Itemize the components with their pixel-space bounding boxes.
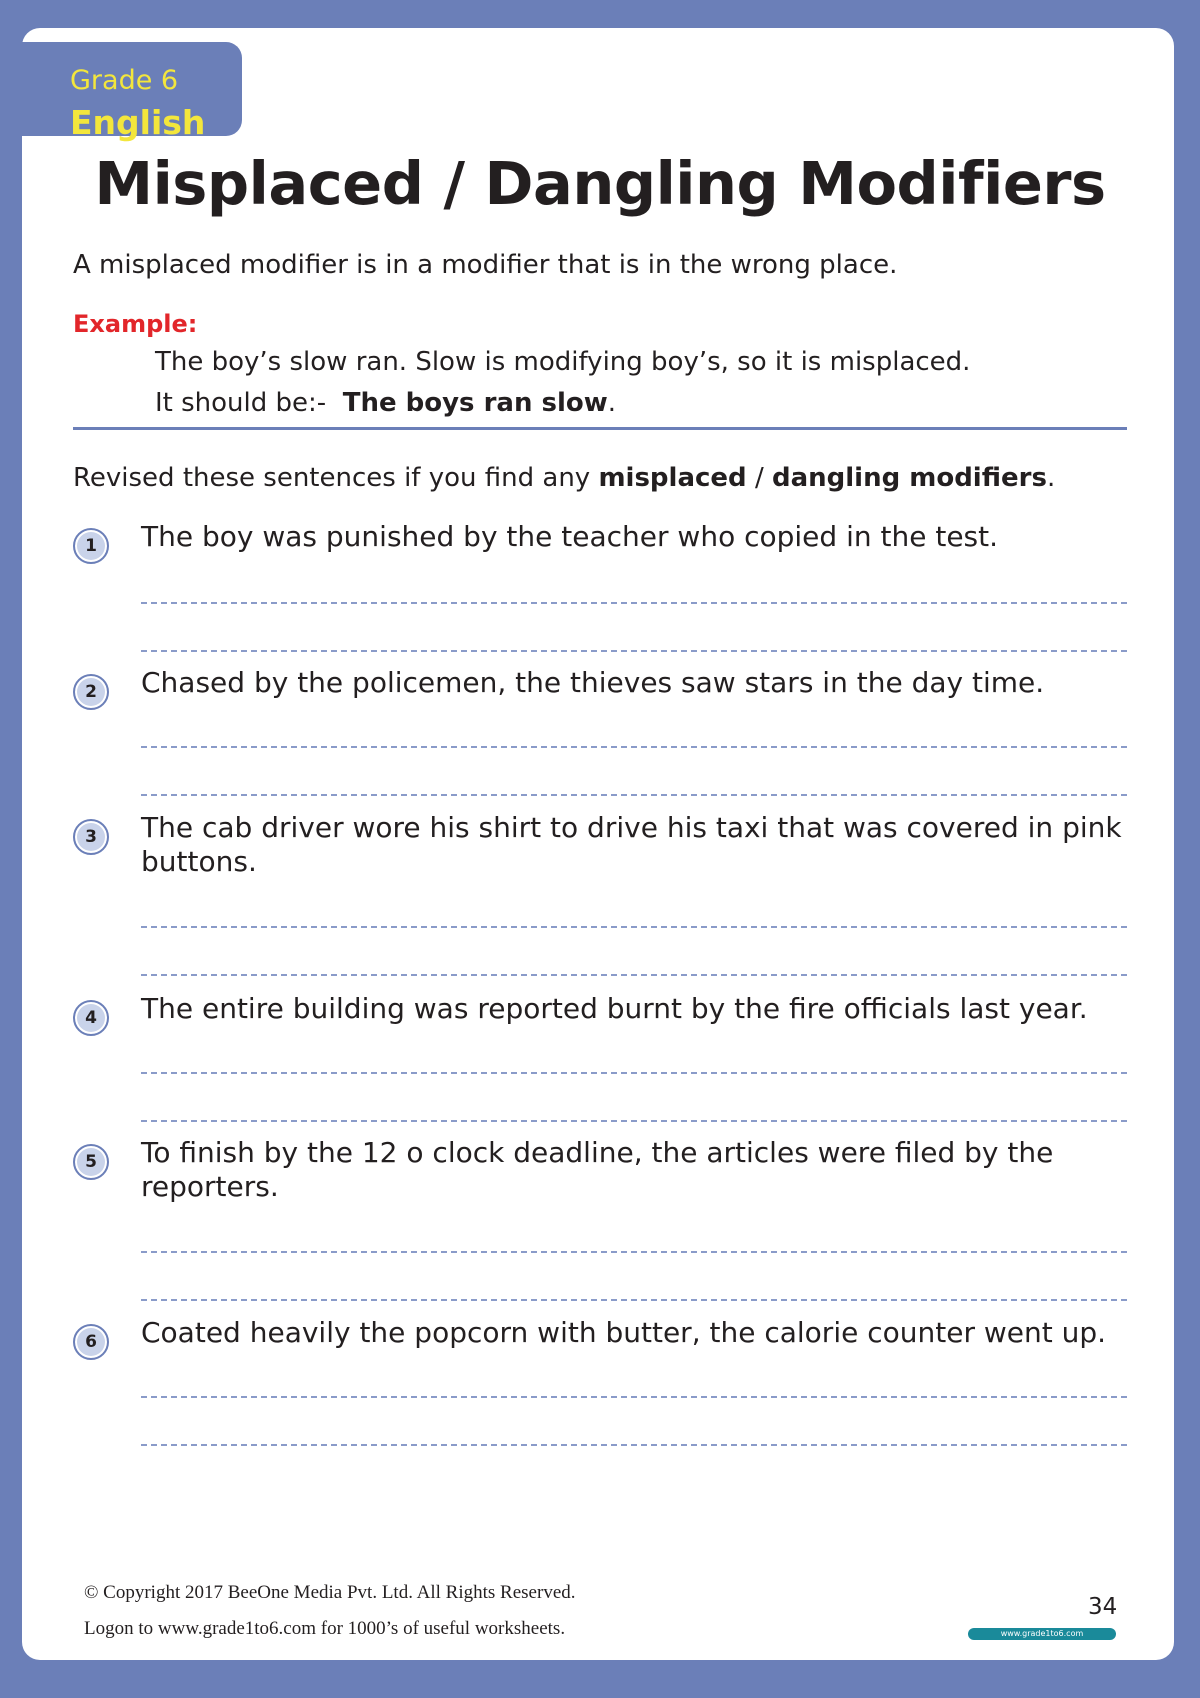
answer-line[interactable] [141, 1444, 1127, 1446]
instruction-bold-misplaced: misplaced [598, 463, 747, 493]
copyright-text: © Copyright 2017 BeeOne Media Pvt. Ltd. All Rights Reserved. [84, 1582, 576, 1603]
intro-text: A misplaced modifier is in a modifier that is in the wrong place. [73, 250, 898, 280]
example-correction-prefix: It should be:- [155, 388, 327, 418]
answer-line[interactable] [141, 1396, 1127, 1398]
page-number: 34 [1088, 1594, 1118, 1620]
answer-line[interactable] [141, 650, 1127, 652]
subject-label: English [70, 103, 206, 142]
question-number-badge: 1 [73, 528, 109, 564]
answer-line[interactable] [141, 1120, 1127, 1122]
answer-line[interactable] [141, 1251, 1127, 1253]
question-text: Chased by the policemen, the thieves saw stars in the day time. [141, 666, 1045, 699]
grade-label: Grade 6 [70, 65, 179, 96]
question-text: The boy was punished by the teacher who copied in the test. [141, 520, 999, 553]
question-number-badge: 2 [73, 674, 109, 710]
instruction-text [73, 462, 1055, 494]
question-number-badge: 4 [73, 1000, 109, 1036]
grade-badge [22, 42, 242, 142]
example-label: Example: [73, 310, 198, 338]
question-number-badge: 5 [73, 1144, 109, 1180]
answer-line[interactable] [141, 926, 1127, 928]
answer-line[interactable] [141, 746, 1127, 748]
example-correction-answer: The boys ran slow [342, 388, 608, 418]
page-title: Misplaced / Dangling Modifiers [94, 149, 1106, 218]
question-text: To finish by the 12 o clock deadline, the articles were filed by the reporters. [141, 1136, 1054, 1203]
website-promo-text: Logon to www.grade1to6.com for 1000’s of useful worksheets. [84, 1618, 566, 1639]
section-divider [73, 427, 1127, 430]
answer-line[interactable] [141, 1072, 1127, 1074]
example-sentence: The boy’s slow ran. Slow is modifying boy’s, so it is misplaced. [155, 347, 971, 377]
instruction-suffix: . [1046, 463, 1056, 493]
instruction-prefix: Revised these sentences if you find any [73, 463, 591, 493]
example-correction [155, 387, 616, 419]
answer-line[interactable] [141, 602, 1127, 604]
question-text: The entire building was reported burnt by the fire officials last year. [141, 992, 1088, 1025]
question-text: Coated heavily the popcorn with butter, the calorie counter went up. [141, 1316, 1107, 1349]
instruction-bold-dangling: dangling modifiers [771, 463, 1047, 493]
question-text: The cab driver wore his shirt to drive his taxi that was covered in pink buttons. [141, 811, 1122, 878]
question-number-badge: 6 [73, 1324, 109, 1360]
website-bar[interactable]: www.grade1to6.com [968, 1628, 1116, 1640]
answer-line[interactable] [141, 974, 1127, 976]
example-correction-suffix: . [607, 388, 617, 418]
answer-line[interactable] [141, 1299, 1127, 1301]
answer-line[interactable] [141, 794, 1127, 796]
instruction-slash: / [754, 463, 764, 493]
question-number-badge: 3 [73, 819, 109, 855]
